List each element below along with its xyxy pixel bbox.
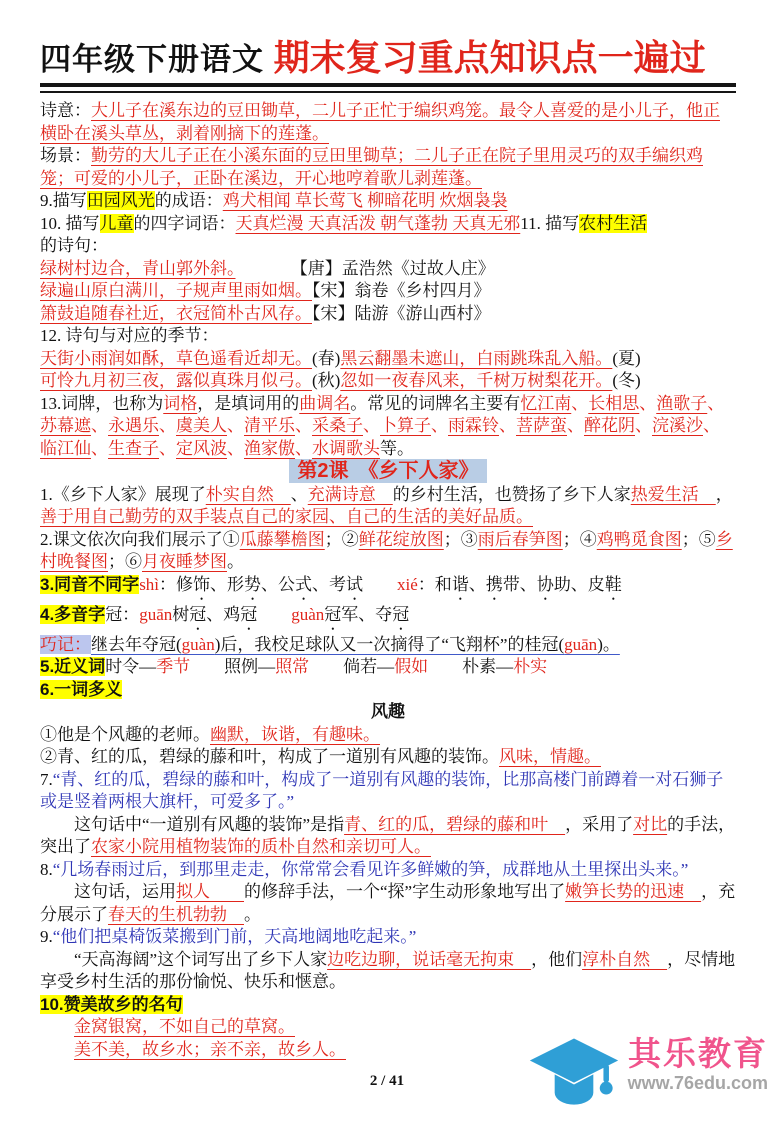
text-segment: 带、 — [502, 574, 537, 594]
text-segment: 曲调名 — [299, 393, 351, 413]
text-segment: )。 — [597, 634, 620, 654]
text-segment: 2.课文依次向我们展示了① — [40, 529, 240, 549]
text-segment: 菩萨蛮 — [516, 416, 567, 435]
text-segment: shì — [139, 574, 160, 594]
text-segment: 、公 — [261, 574, 296, 594]
text-segment: 冠 — [240, 604, 258, 624]
text-segment: 9.描写 — [40, 191, 87, 210]
text-segment: 儿童 — [99, 213, 134, 233]
text-segment: ，尽情地享受乡村生活的那份愉悦、快乐和惬意。 — [40, 949, 736, 991]
text-segment: (春) — [312, 348, 341, 368]
text-segment: 巧记： — [40, 634, 91, 654]
text-segment: 善于用自己勤劳的双手装点自己的家园、自己的生活的美好品质。 — [40, 507, 533, 526]
text-line — [40, 634, 736, 657]
text-line — [40, 258, 736, 281]
text-line — [40, 881, 736, 926]
document-body — [40, 100, 736, 1061]
text-segment: 、 — [571, 393, 589, 413]
text-line — [40, 370, 736, 393]
text-segment: 诗意： — [40, 101, 91, 120]
text-segment: 绿树村边合，青山郭外斜。 — [40, 258, 236, 278]
text-segment: 鸡鸭觅食图 — [596, 529, 682, 549]
text-segment: 充满诗意 — [307, 484, 393, 504]
text-segment: ；④ — [562, 529, 597, 549]
text-segment: 协 — [536, 574, 554, 594]
text-line — [40, 529, 736, 574]
text-segment: 、 — [707, 393, 725, 413]
text-segment: 9. — [40, 927, 53, 946]
text-segment: 5.近义词 — [40, 657, 106, 676]
text-segment: 、 — [295, 438, 312, 458]
text-segment: 7. — [40, 769, 53, 789]
text-segment: 忆江南 — [520, 393, 572, 413]
text-segment: ，是填词用的 — [197, 393, 300, 413]
text-segment: 8. — [40, 859, 53, 879]
text-segment: 冠 — [392, 604, 410, 624]
text-segment: ，采用了 — [565, 814, 634, 834]
title-subject: 四年级下册语文 — [40, 42, 274, 77]
text-segment: 11. 描写 — [520, 213, 580, 233]
text-segment: 的诗句： — [40, 236, 108, 255]
text-line — [40, 859, 736, 882]
text-segment: 倘若— — [309, 657, 395, 676]
text-segment: guàn — [181, 634, 215, 654]
text-segment: 长相思 — [588, 393, 640, 413]
text-line — [40, 574, 736, 604]
text-segment: 助、皮 — [553, 574, 605, 594]
text-segment: 幽默，诙谐，有趣味。 — [210, 724, 380, 744]
text-line — [40, 604, 736, 634]
text-segment: 树 — [172, 604, 190, 624]
text-line — [40, 926, 736, 949]
text-segment: 这句话中“一道别有风趣的装饰”是指 — [74, 814, 345, 834]
text-segment: 的手法，突出了 — [40, 814, 736, 856]
text-segment: 风味，情趣。 — [499, 747, 601, 766]
text-segment: 永遇乐 — [108, 416, 159, 435]
text-segment: )后，我校足球队又一次摘得了“飞翔杯”的桂冠( — [214, 634, 565, 654]
text-line — [40, 724, 736, 747]
text-segment: 10. 描写 — [40, 213, 100, 233]
text-segment: 绿遍山原白满川，子规声里雨如烟。 — [40, 281, 312, 300]
text-segment: ②青、红的瓜，碧绿的藤和叶，构成了一道别有风趣的装饰。 — [40, 747, 499, 766]
text-line — [40, 100, 736, 145]
text-segment: 3.同音不同字 — [40, 574, 140, 594]
text-segment: 1.《乡下人家》展现了 — [40, 484, 206, 504]
text-segment: 。 — [227, 552, 244, 571]
text-segment: 青、红的瓜，碧绿的藤和叶 — [344, 814, 566, 834]
text-segment: 10.赞美故乡的名句 — [40, 994, 183, 1014]
text-segment: 朴实 — [513, 657, 548, 676]
text-segment: 定风波 — [176, 438, 227, 458]
text-segment: 瓜藤攀檐图 — [239, 529, 325, 549]
text-segment: 冠： — [105, 604, 140, 624]
text-segment: 、形 — [210, 574, 245, 594]
text-segment: 继去年夺冠( — [91, 634, 182, 654]
text-segment: 时令— — [105, 657, 157, 676]
text-segment: 假如 — [394, 657, 429, 676]
text-segment: 第2课 《乡下人家》 — [289, 459, 486, 483]
text-segment: 水调歌头 — [312, 438, 380, 458]
text-segment: ，充分展示了 — [40, 882, 736, 924]
text-line — [40, 814, 736, 859]
text-segment: 【宋】陆游《游山西村》 — [312, 303, 491, 323]
text-line — [40, 303, 736, 326]
text-segment: 春天的生机勃勃 — [108, 904, 244, 924]
text-segment: 金窝银窝，不如自己的草窝。 — [74, 1017, 295, 1036]
text-segment: 清平乐 — [244, 416, 295, 435]
graduation-cap-icon — [528, 1036, 620, 1120]
text-segment: ， — [715, 484, 733, 504]
text-segment: 冠 — [189, 604, 207, 624]
text-segment: 田园风光 — [86, 191, 155, 210]
text-segment: ；② — [324, 529, 359, 549]
text-segment: 谐 — [451, 574, 469, 594]
text-segment: 、 — [468, 574, 486, 594]
text-segment: 大儿子在溪东边的豆田锄草，二儿子正忙于编织鸡笼。最令人喜爱的是小儿子，他正横卧在溪头草丛，剥着刚摘下的莲蓬。 — [40, 101, 720, 143]
title-topic: 期末复习重点知识点一遍过 — [273, 37, 706, 78]
text-segment: 、 — [703, 416, 720, 435]
page-number: 2 / 41 — [369, 1073, 405, 1089]
text-segment: 苏幕遮 — [40, 416, 91, 435]
page-title — [40, 30, 736, 81]
text-segment: 、 — [431, 416, 448, 435]
text-segment: 、 — [639, 393, 657, 413]
text-segment: 黑云翻墨未遮山，白雨跳珠乱入船。 — [340, 348, 613, 368]
text-line — [40, 280, 736, 303]
text-segment: 【唐】孟浩然《过故人庄》 — [235, 258, 495, 278]
text-segment: 、 — [159, 416, 176, 435]
text-line — [40, 348, 736, 371]
text-segment: 淳朴自然 — [582, 949, 668, 969]
text-segment: 6.一词多义 — [40, 679, 123, 699]
text-segment: “几场春雨过后，到那里走走，你常常会看见许多鲜嫩的笋，成群地从土里探出头来。” — [52, 859, 689, 879]
text-segment: 朴实自然 — [205, 484, 291, 504]
brand-logo — [528, 1036, 768, 1120]
text-segment: 卜算子 — [380, 416, 431, 435]
text-segment: 鞋 — [604, 574, 622, 594]
text-segment: 月夜睡梦图 — [142, 552, 227, 571]
text-segment: 勤劳的大儿子正在小溪东面的豆田里锄草；二儿子正在院子里用灵巧的双手编织鸡笼；可爱的小儿子，正卧在溪边，开心地哼着歌儿剥莲蓬。 — [40, 146, 703, 188]
text-line — [40, 460, 736, 484]
text-segment: 照常 — [275, 657, 310, 676]
text-segment: “天高海阔”这个词写出了乡下人家 — [74, 949, 328, 969]
text-segment: 天街小雨润如酥，草色遥看近却无。 — [40, 348, 312, 368]
text-segment: 雨霖铃 — [448, 416, 499, 435]
text-segment: 、鸡 — [206, 604, 241, 624]
text-segment: 、 — [499, 416, 516, 435]
text-line — [40, 769, 736, 814]
text-segment: 军、夺 — [341, 604, 393, 624]
text-segment: ，他们 — [531, 949, 583, 969]
text-segment: (秋) — [312, 371, 341, 390]
text-segment: 忽如一夜春风来，千树万树梨花开。 — [340, 371, 613, 390]
text-segment: 热爱生活 — [630, 484, 716, 504]
text-segment: 携 — [485, 574, 503, 594]
text-segment: 12. 诗句与对应的季节： — [40, 326, 219, 345]
text-line — [40, 484, 736, 529]
text-segment: ：修 — [159, 574, 194, 594]
text-segment: 冠 — [324, 604, 342, 624]
text-segment — [363, 575, 397, 594]
document-content — [40, 30, 736, 1061]
brand-url: www.76edu.com — [627, 1073, 768, 1093]
text-segment: 风趣 — [371, 702, 405, 721]
text-segment: 。常见的词牌名主要有 — [350, 393, 521, 413]
text-segment: 雨后春笋图 — [477, 529, 563, 549]
text-segment: 边吃边聊，说话毫无拘束 — [327, 949, 532, 969]
text-line — [40, 746, 736, 769]
text-segment: ：和 — [417, 574, 452, 594]
text-line — [40, 994, 736, 1017]
text-segment: 的成语： — [154, 191, 223, 210]
text-segment: 、 — [91, 416, 108, 435]
text-segment: “青、红的瓜，碧绿的藤和叶，构成了一道别有风趣的装饰，比那高楼门前蹲着一对石狮子或是竖着两根大旗杆，可爱多了。” — [40, 769, 724, 811]
text-segment: guàn — [291, 604, 325, 624]
text-line — [40, 679, 736, 702]
text-segment: “他们把桌椅饭菜搬到门前，天高地阔地吃起来。” — [52, 927, 417, 946]
text-segment: 鲜花绽放图 — [358, 529, 444, 549]
text-segment: 嫩笋长势的迅速 — [565, 882, 702, 901]
text-segment: (冬) — [612, 371, 641, 390]
text-segment: 季节 — [156, 657, 191, 676]
text-segment: 等。 — [380, 438, 414, 458]
text-segment: 照例— — [190, 657, 276, 676]
text-segment: 的四字词语： — [133, 213, 236, 233]
text-segment: guān — [139, 604, 173, 624]
text-segment: 这句话，运用 — [74, 882, 176, 901]
text-segment: 鸡犬相闻 草长莺飞 柳暗花明 炊烟袅袅 — [222, 191, 508, 210]
text-line — [40, 949, 736, 994]
text-segment: 、 — [290, 484, 308, 504]
text-segment: 4.多音字 — [40, 604, 106, 624]
text-segment: 拟人 — [176, 882, 244, 901]
text-segment: 美不美，故乡水；亲不亲，故乡人。 — [74, 1039, 346, 1059]
text-line — [40, 393, 736, 461]
text-line — [40, 325, 736, 348]
text-segment: guān — [564, 634, 598, 654]
text-segment: ；③ — [443, 529, 478, 549]
text-segment: 试 — [346, 574, 364, 594]
text-segment: 虞美人 — [176, 416, 227, 435]
text-segment: 场景： — [40, 146, 91, 165]
text-segment: 、 — [159, 438, 176, 458]
text-segment: ；⑥ — [108, 552, 142, 571]
text-segment: 临江仙 — [40, 438, 91, 458]
text-segment: 、考 — [312, 574, 347, 594]
text-segment: 、 — [91, 438, 108, 458]
text-segment: 农家小院用植物装饰的质朴自然和亲切可人。 — [91, 837, 431, 856]
text-segment: (夏) — [612, 348, 641, 368]
brand-name: 其乐教育 — [628, 1035, 768, 1072]
text-segment: 农村生活 — [579, 213, 648, 233]
brand-text — [628, 1036, 768, 1094]
text-segment: 、 — [227, 416, 244, 435]
text-segment: 词格 — [163, 393, 198, 413]
text-segment: 天真烂漫 天真活泼 朝气蓬勃 天真无邪 — [235, 213, 521, 233]
text-segment: 式 — [295, 574, 313, 594]
text-segment — [257, 605, 291, 624]
text-segment: 的修辞手法，一个“探”字生动形象地写出了 — [244, 882, 566, 901]
title-divider-thick — [40, 83, 736, 87]
text-segment: 对比 — [633, 814, 668, 834]
text-segment: 势 — [244, 574, 262, 594]
text-segment: 、 — [227, 438, 244, 458]
title-divider-thin — [40, 91, 736, 93]
text-segment: 、 — [635, 416, 652, 435]
text-segment: 、 — [295, 416, 312, 435]
text-segment: 生查子 — [108, 438, 159, 458]
text-segment: 渔家傲 — [244, 438, 295, 458]
text-segment: 渔歌子 — [656, 393, 708, 413]
text-line — [40, 656, 736, 679]
text-line — [40, 190, 736, 213]
text-segment: 箫鼓追随春社近，衣冠简朴古风存。 — [40, 303, 312, 323]
text-segment: ①他是个风趣的老师。 — [40, 724, 210, 744]
text-segment: 浣溪沙 — [652, 416, 703, 435]
text-line — [40, 213, 736, 236]
text-segment: 乡村晚餐图 — [40, 529, 733, 571]
text-line — [40, 701, 736, 724]
text-line — [40, 145, 736, 190]
text-segment: 、 — [363, 416, 380, 435]
text-segment: 饰 — [193, 574, 211, 594]
text-segment: 采桑子 — [312, 416, 363, 435]
text-segment: xié — [397, 574, 418, 594]
text-segment: 的乡村生活，也赞扬了乡下人家 — [392, 484, 631, 504]
text-segment: 、 — [567, 416, 584, 435]
text-segment: 【宋】翁卷《乡村四月》 — [312, 281, 491, 300]
text-segment: 。 — [244, 904, 261, 924]
text-segment: ；⑤ — [681, 529, 716, 549]
text-segment: 13.词牌，也称为 — [40, 393, 164, 413]
text-segment: 醉花阴 — [584, 416, 635, 435]
text-segment: 朴素— — [428, 657, 514, 676]
text-line — [40, 235, 736, 258]
text-segment: 可怜九月初三夜，露似真珠月似弓。 — [40, 371, 312, 390]
